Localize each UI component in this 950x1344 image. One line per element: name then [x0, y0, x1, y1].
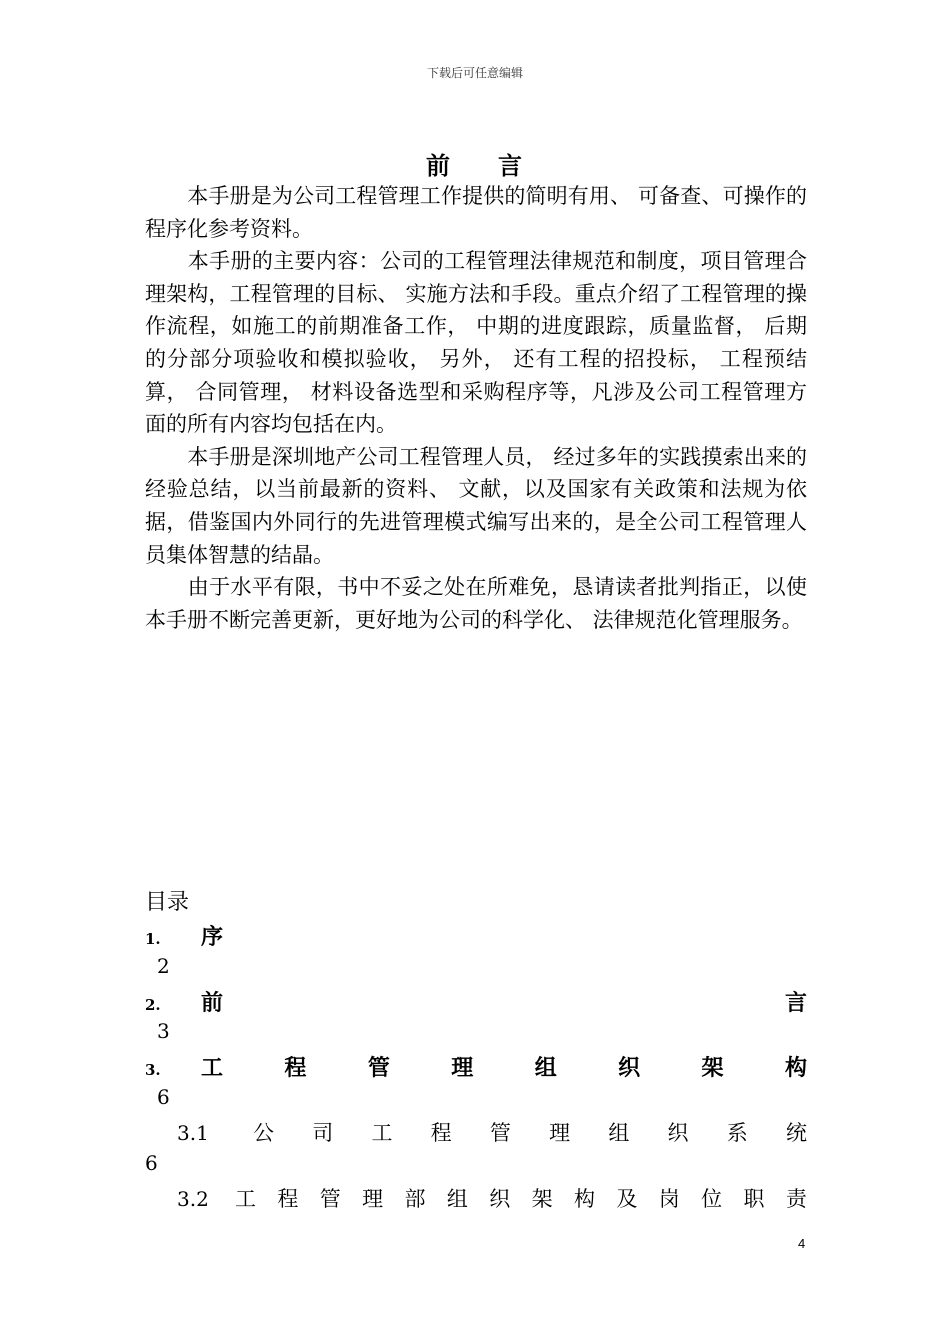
toc-title-char: 组: [446, 1187, 468, 1211]
toc-subentry-page: 6: [145, 1151, 158, 1175]
toc-title-char: 理: [549, 1121, 571, 1145]
toc-entry-title: [201, 1051, 807, 1082]
toc-title-char: 织: [618, 1056, 641, 1081]
toc-title-char: 工: [371, 1121, 393, 1145]
preface-paragraph: 由于水平有限，书中不妥之处在所难免，恳请读者批判指正，以使本手册不断完善更新，更好地为公司的科学化、 法律规范化管理服务。: [145, 575, 807, 632]
toc-heading: 目录: [145, 890, 190, 915]
toc-title-char: 职: [743, 1187, 765, 1211]
toc-entry-1[interactable]: [145, 920, 807, 951]
toc-entry-page: 2: [157, 954, 170, 978]
toc-title-char: 前: [201, 991, 224, 1016]
toc-title-char: 理: [362, 1187, 384, 1211]
toc-title-char: 责: [785, 1187, 807, 1211]
toc-subentry-number: 3.2: [177, 1187, 209, 1211]
toc-entry-number: 2.: [145, 996, 161, 1014]
toc-title-char: 岗: [658, 1187, 680, 1211]
toc-title-char: 统: [785, 1121, 807, 1145]
toc-entry-number: 3.: [145, 1061, 161, 1079]
toc-title-char: 位: [701, 1187, 723, 1211]
toc-title-char: 程: [284, 1056, 307, 1081]
toc-subentry-3-1[interactable]: [177, 1117, 807, 1147]
preface-paragraph: 本手册是深圳地产公司工程管理人员， 经过多年的实践摸索出来的经验总结，以当前最新的资料、 文献，以及国家有关政策和法规为依据，借鉴国内外同行的先进管理模式编写出来的，是全公司工程管理人员集体智慧的结晶。: [145, 444, 807, 567]
page-number: 4: [798, 1236, 806, 1251]
toc-title-char: 组: [608, 1121, 630, 1145]
toc-entry-page: 6: [157, 1085, 170, 1109]
toc-entry-page: 3: [157, 1019, 170, 1043]
toc-title-char: 架: [701, 1056, 724, 1081]
toc-title-char: 系: [726, 1121, 748, 1145]
toc-title-char: 织: [667, 1121, 689, 1145]
toc-title-char: 构: [784, 1056, 807, 1081]
toc-title-char: 公: [253, 1121, 274, 1145]
toc-entry-3[interactable]: [145, 1051, 807, 1082]
page-header: 下载后可任意编辑: [426, 66, 523, 80]
toc-title-char: 工: [201, 1056, 224, 1081]
toc-title-char: 言: [784, 991, 807, 1016]
toc-title-char: 程: [277, 1187, 299, 1211]
toc-title-char: 司: [312, 1121, 334, 1145]
toc-entry-title: 序: [201, 925, 224, 950]
toc-title-char: 理: [451, 1056, 474, 1081]
toc-subentry-number: 3.1: [177, 1121, 209, 1145]
toc-title-char: 架: [531, 1187, 553, 1211]
toc-title-char: 程: [430, 1121, 452, 1145]
toc-entry-number: 1.: [145, 930, 161, 948]
toc-title-char: 管: [489, 1121, 511, 1145]
toc-title-char: 构: [574, 1187, 595, 1211]
toc-subentry-title: [235, 1183, 807, 1213]
title-char-left: 前: [426, 152, 452, 180]
toc-entry-title: [201, 986, 807, 1017]
toc-title-char: 部: [404, 1187, 426, 1211]
toc-title-char: 及: [616, 1187, 638, 1211]
toc-title-char: 管: [319, 1187, 341, 1211]
preface-body: [145, 180, 807, 636]
toc-subentry-3-2[interactable]: [177, 1183, 807, 1213]
toc-subentry-title: [253, 1117, 807, 1147]
toc-title-char: 管: [367, 1056, 390, 1081]
preface-paragraph: 本手册是为公司工程管理工作提供的简明有用、 可备查、可操作的程序化参考资料。: [145, 184, 807, 241]
title-char-right: 言: [498, 152, 524, 180]
preface-paragraph: 本手册的主要内容：公司的工程管理法律规范和制度，项目管理合理架构，工程管理的目标、 实施方法和手段。重点介绍了工程管理的操作流程，如施工的前期准备工作， 中期的进度跟踪，质量监督， 后期的分部分项验收和模拟验收， 另外， 还有工程的招投标， 工程预结算， 合同管理， 材料设备选型和采购程序等，凡涉及公司工程管理方面的所有内容均包括在内。: [145, 249, 807, 437]
toc-title-char: 织: [489, 1187, 511, 1211]
toc-title-char: 组: [534, 1056, 557, 1081]
toc-title-char: 工: [235, 1187, 256, 1211]
page-title: [0, 146, 950, 181]
toc-entry-2[interactable]: [145, 986, 807, 1017]
